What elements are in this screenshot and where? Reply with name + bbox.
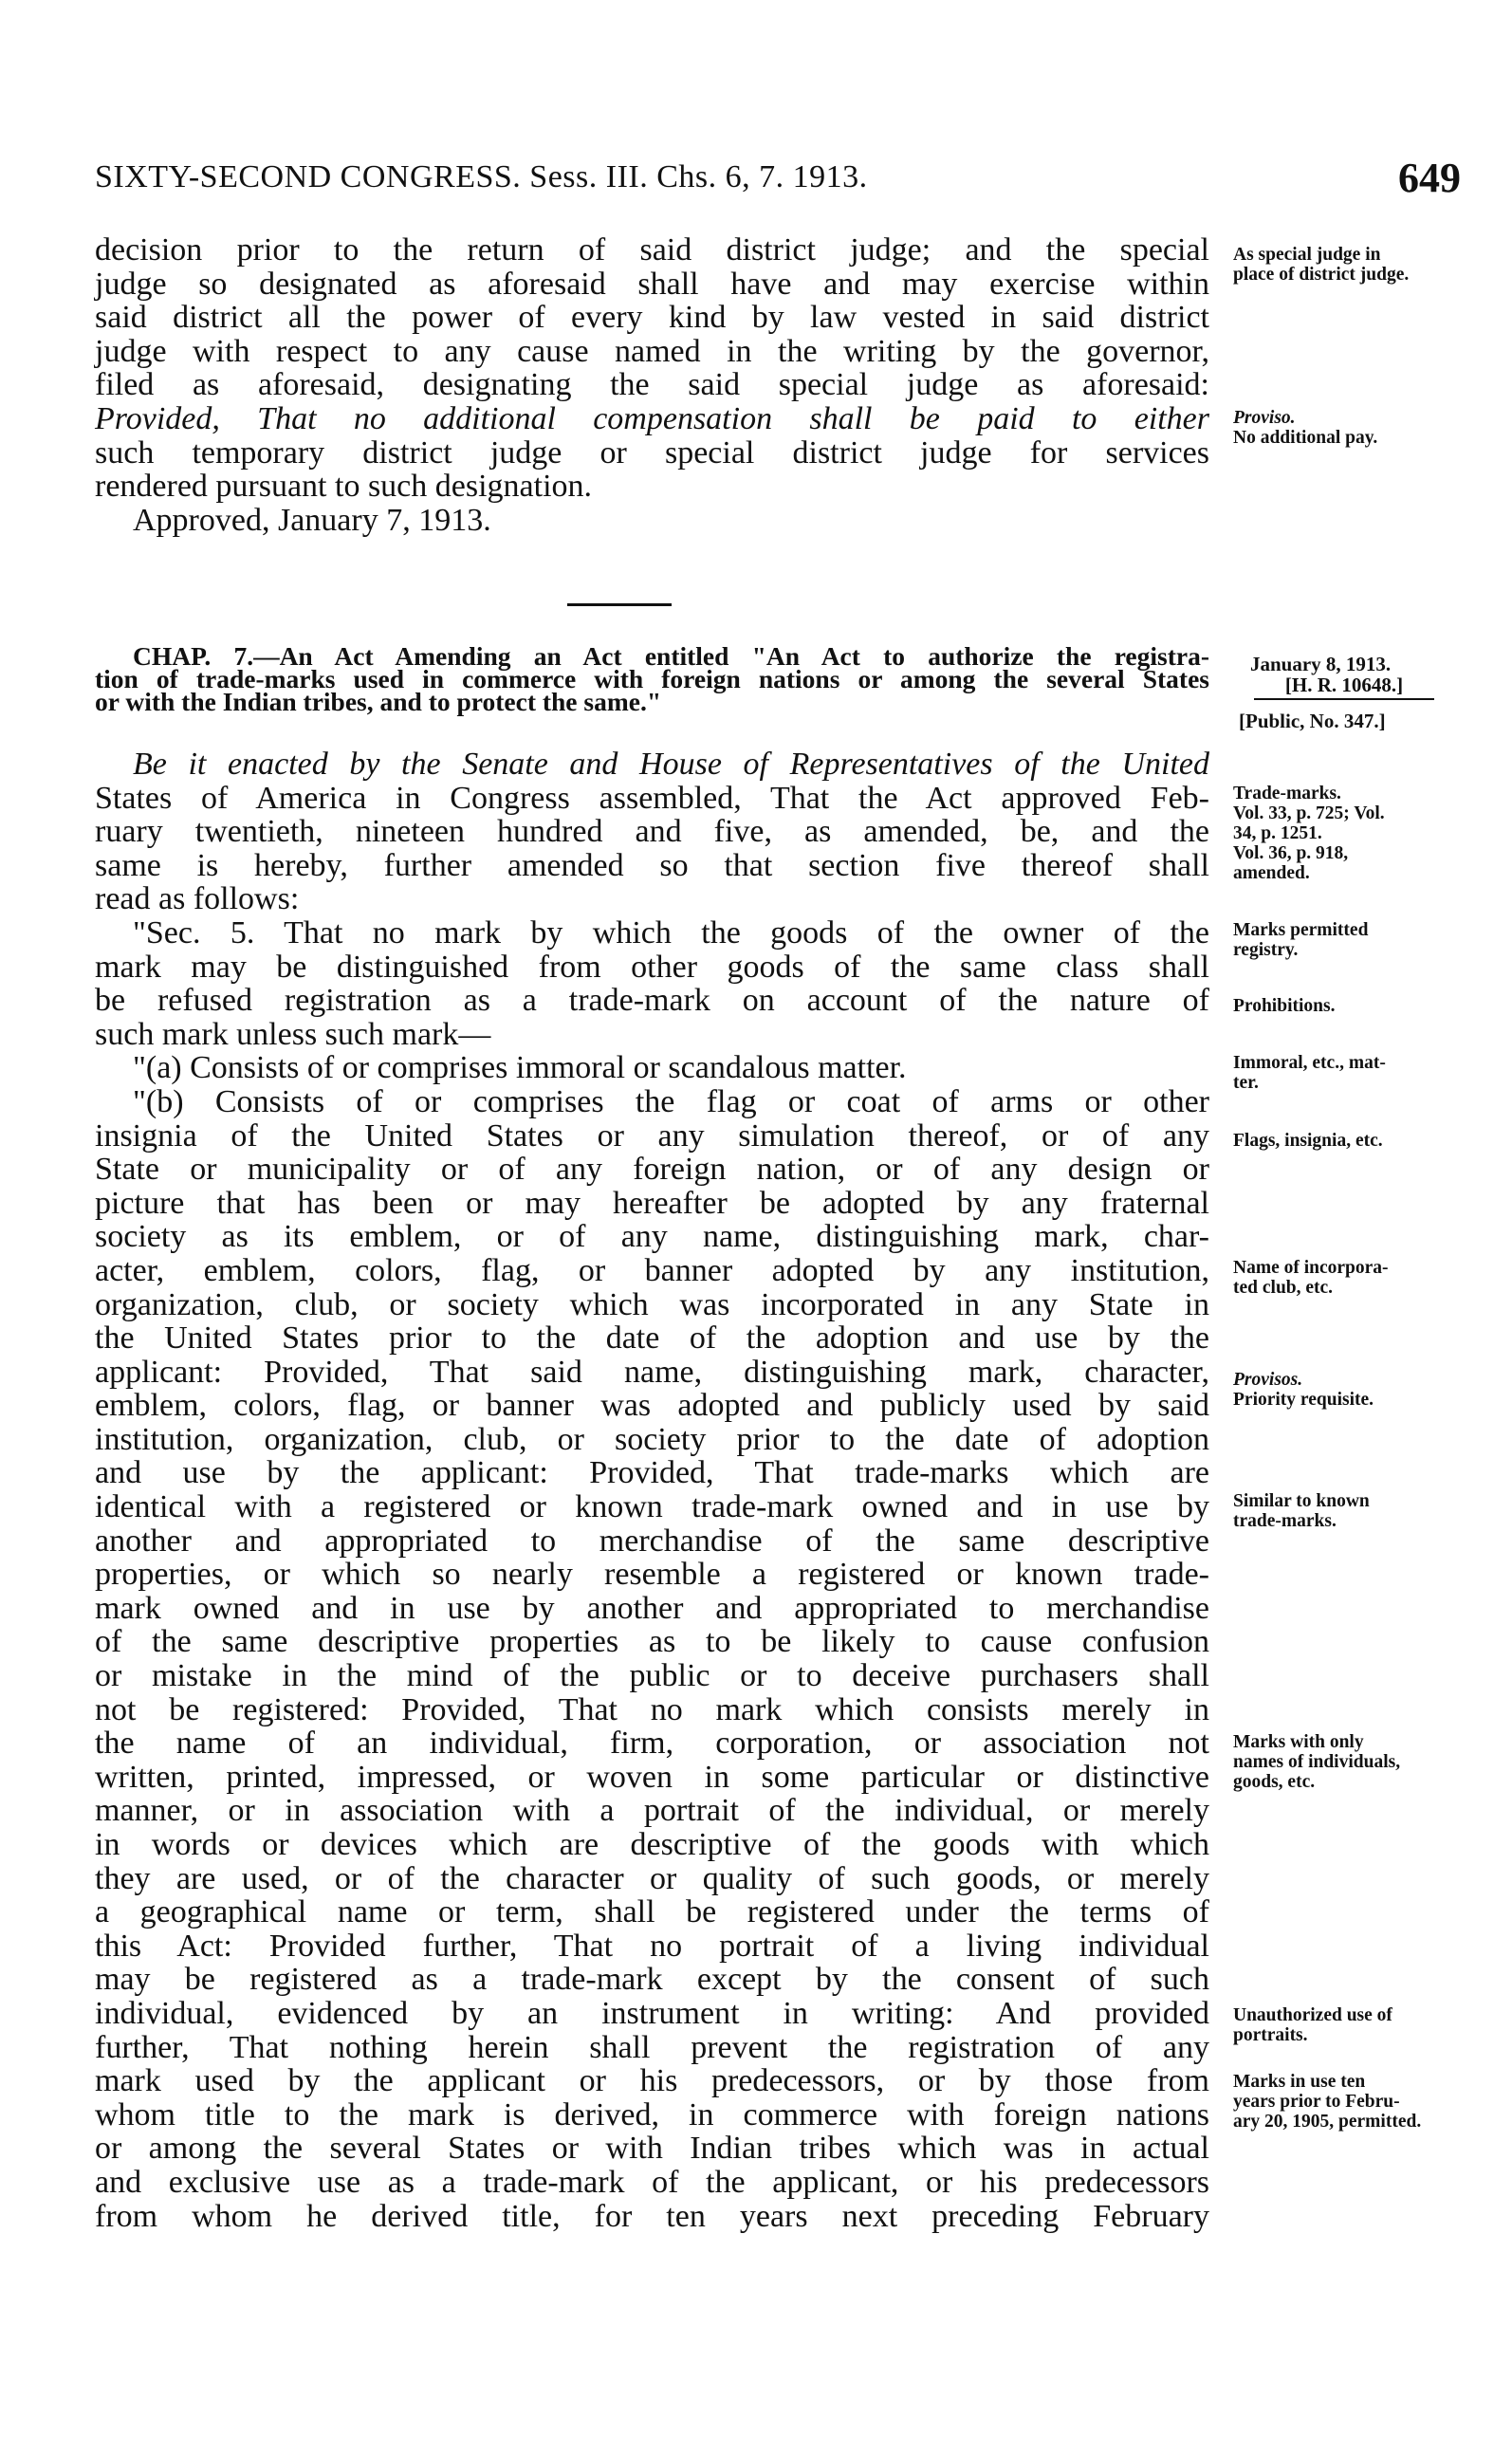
page-header xyxy=(95,155,1461,212)
text-line: Provided, That no additional compensation shall be paid to either xyxy=(95,400,1209,436)
chapter-heading xyxy=(95,641,1209,716)
margin-note-line: Vol. 36, p. 918, xyxy=(1233,843,1349,863)
margin-note-line: goods, etc. xyxy=(1233,1772,1316,1792)
margin-note xyxy=(1233,2072,1421,2132)
text-line: and exclusive use as a trade-mark of the applicant, or his predecessors xyxy=(95,2164,1209,2200)
text-line: whom title to the mark is derived, in commerce with foreign nations xyxy=(95,2096,1209,2132)
text-line: a geographical name or term, shall be registered under the terms of xyxy=(95,1894,1209,1930)
text-line: such mark unless such mark— xyxy=(95,1016,491,1052)
text-line: rendered pursuant to such designation. xyxy=(95,469,593,505)
public-law-number: [Public, No. 347.] xyxy=(1239,710,1386,732)
margin-note-line: names of individuals, xyxy=(1233,1752,1401,1772)
margin-note-line: ary 20, 1905, permitted. xyxy=(1233,2112,1422,2132)
text-line: or mistake in the mind of the public or to deceive purchasers shall xyxy=(95,1658,1209,1694)
margin-note-line: As special judge in xyxy=(1233,245,1381,265)
text-line: judge with respect to any cause named in the writing by the governor, xyxy=(95,333,1209,369)
text-line: the United States prior to the date of the adoption and use by the xyxy=(95,1320,1209,1357)
margin-note-line: 34, p. 1251. xyxy=(1233,823,1322,843)
text-line: another and appropriated to merchandise of the same descriptive xyxy=(95,1523,1209,1559)
margin-note-line: Vol. 33, p. 725; Vol. xyxy=(1233,803,1385,823)
text-line: applicant: Provided, That said name, distinguishing mark, character, xyxy=(95,1354,1209,1390)
margin-note-line: registry. xyxy=(1233,940,1299,960)
margin-note xyxy=(1233,2005,1392,2045)
text-line: judge so designated as aforesaid shall have and may exercise within xyxy=(95,266,1209,302)
text-line: mark owned and in use by another and appropriated to merchandise xyxy=(95,1590,1209,1626)
running-title: SIXTY-SECOND CONGRESS. Sess. III. Chs. 6, 7. 1913. xyxy=(95,159,868,194)
margin-note-line: Name of incorpora- xyxy=(1233,1258,1389,1278)
chapter-line: CHAP. 7.—An Act Amending an Act entitled "An Act to authorize the registra- xyxy=(133,641,1209,671)
text-line: such temporary district judge or special district judge for services xyxy=(95,434,1209,471)
margin-note xyxy=(1233,1053,1386,1093)
text-line: ruary twentieth, nineteen hundred and five, as amended, be, and the xyxy=(95,814,1209,850)
text-line: picture that has been or may hereafter be adopted by any fraternal xyxy=(95,1185,1209,1221)
text-line: insignia of the United States or any simulation thereof, or of any xyxy=(95,1117,1209,1154)
text-line: read as follows: xyxy=(95,881,300,917)
margin-note-line: Provisos. xyxy=(1233,1370,1303,1390)
text-line: of the same descriptive properties as to be likely to cause confusion xyxy=(95,1624,1209,1660)
text-line: individual, evidenced by an instrument in writing: And provided xyxy=(95,1995,1209,2031)
text-line: the name of an individual, firm, corporation, or association not xyxy=(95,1726,1209,1762)
margin-note-line: Proviso. xyxy=(1233,408,1296,428)
margin-note xyxy=(1233,408,1377,448)
margin-note-line: ted club, etc. xyxy=(1233,1278,1334,1298)
text-line: and use by the applicant: Provided, That trade-marks which are xyxy=(95,1455,1209,1491)
text-line: written, printed, impressed, or woven in some particular or distinctive xyxy=(95,1759,1209,1795)
margin-note-line: amended. xyxy=(1233,863,1310,883)
margin-note-line: ter. xyxy=(1233,1073,1259,1093)
margin-note-line: years prior to Febru- xyxy=(1233,2092,1400,2112)
text-line: "Sec. 5. That no mark by which the goods of the owner of the xyxy=(133,914,1209,951)
text-line: identical with a registered or known trade-mark owned and in use by xyxy=(95,1489,1209,1525)
text-line: emblem, colors, flag, or banner was adopted and publicly used by said xyxy=(95,1388,1209,1424)
text-line: society as its emblem, or of any name, distinguishing mark, char- xyxy=(95,1219,1209,1255)
bill-number: [H. R. 10648.] xyxy=(1254,675,1434,700)
text-line: in words or devices which are descriptive of the goods with which xyxy=(95,1827,1209,1862)
margin-note xyxy=(1233,1491,1370,1531)
chapter-line: or with the Indian tribes, and to protect the same." xyxy=(95,687,662,716)
text-line: or among the several States or with Indian tribes which was in actual xyxy=(95,2131,1209,2167)
margin-note-line: Unauthorized use of xyxy=(1233,2005,1392,2025)
section-divider xyxy=(567,603,672,606)
text-line: decision prior to the return of said district judge; and the special xyxy=(95,232,1209,268)
text-line: be refused registration as a trade-mark on account of the nature of xyxy=(95,983,1209,1019)
text-line: may be registered as a trade-mark except by the consent of such xyxy=(95,1962,1209,1998)
text-line: institution, organization, club, or society prior to the date of adoption xyxy=(95,1421,1209,1457)
margin-note: Flags, insignia, etc. xyxy=(1233,1131,1383,1151)
text-line: States of America in Congress assembled, That the Act approved Feb- xyxy=(95,780,1209,816)
text-line: mark used by the applicant or his predecessors, or by those from xyxy=(95,2063,1209,2099)
margin-note-line: Priority requisite. xyxy=(1233,1390,1374,1410)
margin-note-line: Similar to known xyxy=(1233,1491,1370,1511)
approved-line: Approved, January 7, 1913. xyxy=(133,502,491,538)
margin-note xyxy=(1233,1732,1400,1792)
margin-note-line: place of district judge. xyxy=(1233,265,1410,285)
margin-note xyxy=(1233,1258,1389,1298)
text-line: same is hereby, further amended so that section five thereof shall xyxy=(95,847,1209,883)
text-line: this Act: Provided further, That no portrait of a living individual xyxy=(95,1928,1209,1964)
margin-note xyxy=(1233,1370,1374,1410)
margin-note-line: portraits. xyxy=(1233,2025,1308,2045)
intro-paragraph xyxy=(95,233,1209,537)
margin-note xyxy=(1233,784,1385,883)
text-line: properties, or which so nearly resemble a registered or known trade- xyxy=(95,1557,1209,1593)
enactment-date: January 8, 1913. xyxy=(1250,653,1392,675)
margin-note-line: No additional pay. xyxy=(1233,428,1378,448)
text-line: further, That nothing herein shall prevent the registration of any xyxy=(95,2029,1209,2065)
act-body xyxy=(95,748,1209,2233)
margin-note-line: Marks permitted xyxy=(1233,920,1369,940)
text-line: organization, club, or society which was incorporated in any State in xyxy=(95,1286,1209,1322)
enacting-clause: Be it enacted by the Senate and House of Representatives of the United xyxy=(133,747,1209,782)
margin-note xyxy=(1233,245,1409,285)
margin-note xyxy=(1233,920,1368,960)
text-line: manner, or in association with a portrait of the individual, or merely xyxy=(95,1793,1209,1829)
margin-note-line: Immoral, etc., mat- xyxy=(1233,1053,1386,1073)
text-line: acter, emblem, colors, flag, or banner adopted by any institution, xyxy=(95,1252,1209,1288)
margin-note-line: Marks with only xyxy=(1233,1732,1364,1752)
text-line: said district all the power of every kind by law vested in said district xyxy=(95,300,1209,336)
text-line: they are used, or of the character or quality of such goods, or merely xyxy=(95,1860,1209,1896)
text-line: filed as aforesaid, designating the said special judge as aforesaid: xyxy=(95,367,1209,403)
text-line: "(b) Consists of or comprises the flag or coat of arms or other xyxy=(133,1083,1209,1119)
text-line: mark may be distinguished from other goods of the same class shall xyxy=(95,949,1209,985)
margin-note-line: Marks in use ten xyxy=(1233,2072,1366,2092)
page-number: 649 xyxy=(1398,155,1461,201)
text-line: not be registered: Provided, That no mark which consists merely in xyxy=(95,1691,1209,1727)
margin-note: Prohibitions. xyxy=(1233,996,1336,1016)
margin-note-line: Trade-marks. xyxy=(1233,784,1341,803)
margin-note-line: trade-marks. xyxy=(1233,1511,1337,1531)
text-line: "(a) Consists of or comprises immoral or scandalous matter. xyxy=(133,1050,907,1086)
text-line: from whom he derived title, for ten years next preceding February xyxy=(95,2198,1209,2234)
text-line: State or municipality or of any foreign nation, or of any design or xyxy=(95,1152,1209,1188)
chapter-line: tion of trade-marks used in commerce with foreign nations or among the several States xyxy=(95,664,1209,693)
